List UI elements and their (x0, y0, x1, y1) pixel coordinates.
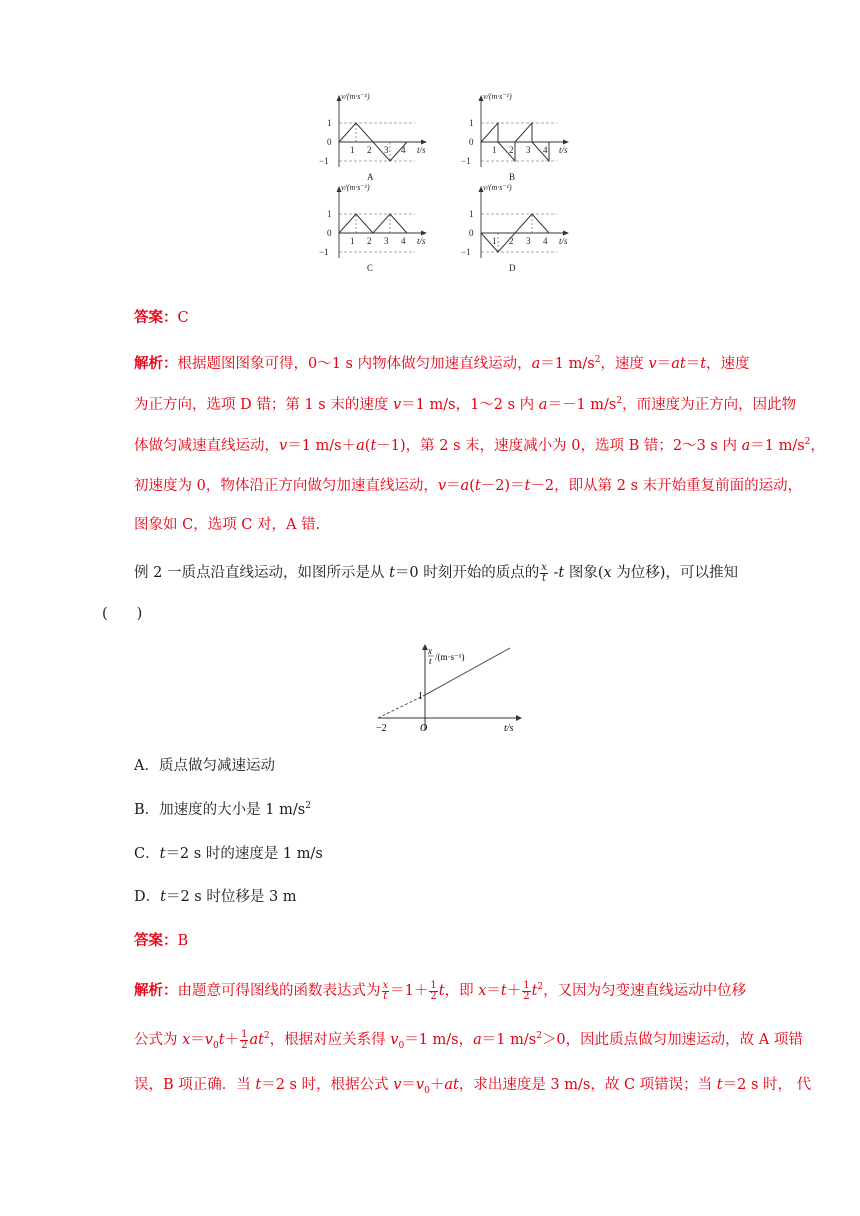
answer-1: 答案：C (134, 309, 189, 326)
tick-x2: 2 (509, 236, 514, 246)
tick-x4: 4 (401, 236, 406, 246)
tick-y-1: 1 (327, 118, 332, 128)
x-axis-label: t/s (417, 236, 426, 246)
tick-y-neg1: −1 (319, 156, 329, 166)
tick-x2: 2 (367, 145, 372, 155)
example-2-bracket: ( ) (102, 606, 143, 622)
x-axis-arrow (563, 140, 569, 145)
x-axis-arrow (563, 231, 569, 236)
tick-x1: 1 (492, 236, 497, 246)
figure-vt-graphs (300, 92, 580, 287)
panel-label: C (367, 263, 374, 273)
tick-x4: 4 (543, 236, 548, 246)
tick-x1: 1 (350, 236, 355, 246)
vt-panel-d (461, 183, 569, 273)
analysis-1-line-2: 为正方向，选项 D 错；第 1 s 末的速度 v＝1 m/s，1～2 s 内 a＝－1 $m/s^2$，而速度为正方向，因此物 (134, 396, 797, 413)
y-axis-label: v/(m·s⁻¹) (341, 92, 370, 101)
option-d: D．t＝2 s 时位移是 3 m (134, 889, 297, 905)
origin-label: O (420, 723, 428, 734)
analysis-1-line-4: 初速度为 0，物体沿正方向做匀加速直线运动，v＝a(t－2)＝t－2，即从第 2 s 末开始重复前面的运动， (134, 478, 803, 494)
tick-y-neg1: −1 (461, 247, 471, 257)
tick-x3: 3 (384, 145, 389, 155)
tick-y-0: 0 (469, 137, 474, 147)
option-a: A．质点做匀减速运动 (134, 758, 275, 774)
tick-x3: 3 (526, 145, 531, 155)
tick-y-0: 0 (469, 228, 474, 238)
tick-y-0: 0 (327, 228, 332, 238)
tick-x1: 1 (492, 145, 497, 155)
y-axis-label: v/(m·s⁻¹) (483, 92, 512, 101)
tick-x4: 4 (543, 145, 548, 155)
tick-x4: 4 (401, 145, 406, 155)
tick-y-1: 1 (327, 209, 332, 219)
x-axis-label: t/s (559, 145, 568, 155)
example-2-stem: 例 2 一质点沿直线运动，如图所示是从 t＝0 时刻开始的质点的 $\frac{x}{t}$ -t 图象(x 为位移)，可以推知 (134, 561, 738, 584)
panel-label: A (367, 172, 374, 182)
y-axis-label: v/(m·s⁻¹) (341, 183, 370, 192)
figure-xt-graph (368, 640, 528, 735)
tick-x3: 3 (526, 236, 531, 246)
analysis-2-line-3: 误，B 项正确．当 t＝2 s 时，根据公式 $v=v_0+at$，求出速度是 3 m/s，故 C 项错误；当 t＝2 s 时， 代 (134, 1077, 812, 1096)
panel-label: D (509, 263, 516, 273)
tick-x2: 2 (509, 145, 514, 155)
tick-y-0: 0 (327, 137, 332, 147)
y-axis-label-unit: /(m·s⁻¹) (435, 652, 465, 662)
y-axis-label: v/(m·s⁻¹) (483, 183, 512, 192)
analysis-1-line-1: 解析：根据题图图象可得，0～1 s 内物体做匀加速直线运动，a＝1 $m/s^2$，速度 v＝at＝t，速度 (134, 355, 750, 372)
vt-line (339, 214, 407, 233)
vt-panel-a (319, 92, 427, 182)
tick-x2: 2 (367, 236, 372, 246)
x-intercept-label: −2 (376, 723, 387, 734)
answer-2: 答案：B (134, 932, 189, 949)
x-axis-label: t/s (417, 145, 426, 155)
panel-label: B (509, 172, 516, 182)
analysis-2-line-2: 公式为 $x=v_0t+$ $\frac{1}{2}$ $at^2$，根据对应关系得 $v_0=1$ m/s，a＝1 $m/s^2>0$，因此质点做匀加速运动，故 A 项错 (134, 1028, 803, 1051)
vt-panel-b (461, 92, 569, 182)
option-c: C．t＝2 s 时的速度是 1 m/s (134, 846, 323, 862)
tick-y-1: 1 (469, 209, 474, 219)
x-axis-label: t/s (559, 236, 568, 246)
x-axis-arrow (421, 140, 427, 145)
analysis-2-line-1: 解析：由题意可得图线的函数表达式为 $\frac{x}{t}$ ＝1＋ $\frac{1}{2}$ t，即 x＝t＋ $\frac{1}{2}$ $t^2$，又因为匀变速直线运动中位移 (134, 979, 747, 1002)
analysis-1-line-3: 体做匀减速直线运动，v＝1 m/s＋a(t－1)，第 2 s 末，速度减小为 0，选项 B 错；2～3 s 内 a＝1 $m/s^2$， (134, 437, 825, 454)
analysis-1-line-5: 图象如 C，选项 C 对，A 错. (134, 517, 321, 533)
tick-x3: 3 (384, 236, 389, 246)
y-axis-label-num: x (428, 646, 432, 656)
option-b: B．加速度的大小是 1 $m/s^2$ (134, 801, 311, 818)
y-axis-label-den: t (429, 656, 432, 666)
tick-y-neg1: −1 (319, 247, 329, 257)
x-axis-label: t/s (504, 723, 514, 734)
intercept-label: 1 (418, 691, 423, 702)
tick-y-1: 1 (469, 118, 474, 128)
vt-panel-c (319, 183, 427, 273)
x-axis-arrow (516, 715, 522, 721)
x-axis-arrow (421, 231, 427, 236)
tick-y-neg1: −1 (461, 156, 471, 166)
tick-x1: 1 (350, 145, 355, 155)
